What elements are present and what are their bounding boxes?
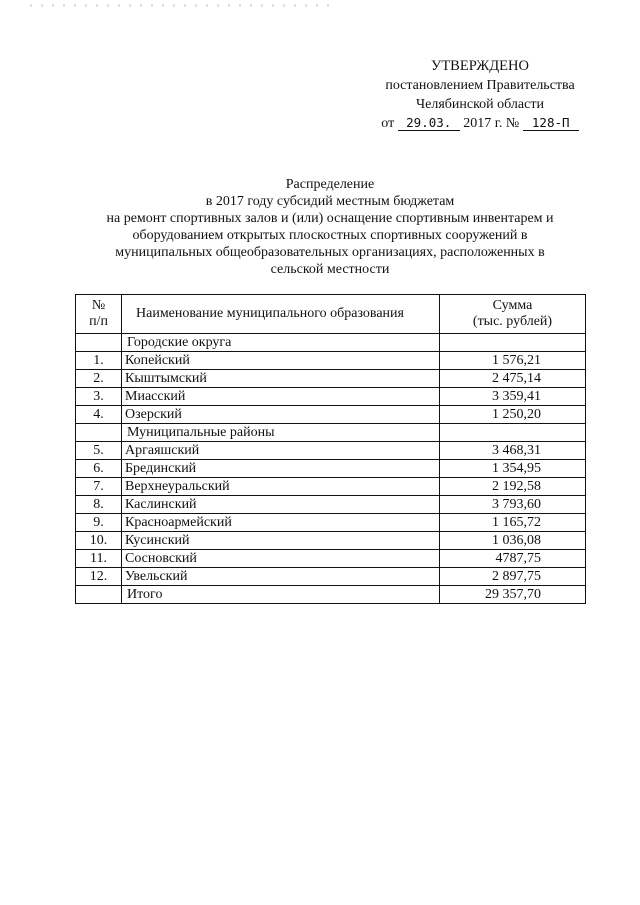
- header-num-label: п/п: [89, 314, 108, 329]
- group-label: Муниципальные районы: [122, 424, 440, 442]
- table-row: [76, 496, 586, 514]
- document-heading: [60, 176, 600, 278]
- table-row: [76, 568, 586, 586]
- decree-date: 29.03.: [398, 115, 460, 131]
- row-num: 4.: [76, 406, 122, 424]
- approval-line-1: постановлением Правительства: [385, 78, 575, 93]
- table-row: [76, 406, 586, 424]
- row-num: 12.: [76, 568, 122, 586]
- row-name: Кусинский: [122, 532, 440, 550]
- header-num: [76, 295, 122, 334]
- table-row: [76, 370, 586, 388]
- row-name: Кыштымский: [122, 370, 440, 388]
- group-label: Городские округа: [122, 334, 440, 352]
- heading-line-2: в 2017 году субсидий местным бюджетам: [205, 194, 455, 209]
- table-header-row: [76, 295, 586, 334]
- row-num: 9.: [76, 514, 122, 532]
- scan-noise: [30, 4, 330, 7]
- row-name: Миасский: [122, 388, 440, 406]
- header-sum: [440, 295, 586, 334]
- row-name: Аргаяшский: [122, 442, 440, 460]
- row-num: 3.: [76, 388, 122, 406]
- row-name: Красноармейский: [122, 514, 440, 532]
- table-row: [76, 478, 586, 496]
- group-num-cell: [76, 424, 122, 442]
- total-label: Итого: [122, 586, 440, 604]
- row-sum: 1 165,72: [440, 514, 586, 532]
- heading-line-4: оборудованием открытых плоскостных спортивных сооружений в: [132, 228, 528, 243]
- heading-line-6: сельской местности: [270, 262, 390, 277]
- row-name: Сосновский: [122, 550, 440, 568]
- row-name: Верхнеуральский: [122, 478, 440, 496]
- row-sum: 1 036,08: [440, 532, 586, 550]
- row-sum: 3 359,41: [440, 388, 586, 406]
- total-sum: 29 357,70: [440, 586, 586, 604]
- decree-prefix: от: [381, 116, 395, 131]
- heading-line-1: Распределение: [285, 177, 375, 192]
- row-sum: 2 192,58: [440, 478, 586, 496]
- row-num: 2.: [76, 370, 122, 388]
- row-name: Озерский: [122, 406, 440, 424]
- decree-number: 128-П: [523, 115, 579, 131]
- subsidy-table: [75, 294, 586, 604]
- row-sum: 2 475,14: [440, 370, 586, 388]
- decree-line: [360, 114, 600, 133]
- table-row: [76, 532, 586, 550]
- row-sum: 4787,75: [440, 550, 586, 568]
- group-num-cell: [76, 334, 122, 352]
- heading-line-5: муниципальных общеобразовательных организациях, расположенных в: [115, 245, 545, 260]
- total-row: [76, 586, 586, 604]
- approval-stamp: [360, 57, 600, 133]
- row-num: 8.: [76, 496, 122, 514]
- table-row: [76, 352, 586, 370]
- table-row: [76, 514, 586, 532]
- row-name: Брединский: [122, 460, 440, 478]
- row-name: Каслинский: [122, 496, 440, 514]
- row-sum: 3 793,60: [440, 496, 586, 514]
- group-row: [76, 334, 586, 352]
- table-row: [76, 388, 586, 406]
- row-name: Копейский: [122, 352, 440, 370]
- heading-line-3: на ремонт спортивных залов и (или) оснащение спортивным инвентарем и: [106, 211, 554, 226]
- row-sum: 1 354,95: [440, 460, 586, 478]
- group-sum-cell: [440, 424, 586, 442]
- table-row: [76, 442, 586, 460]
- header-name: Наименование муниципального образования: [122, 295, 440, 334]
- row-num: 7.: [76, 478, 122, 496]
- total-num-cell: [76, 586, 122, 604]
- table-row: [76, 460, 586, 478]
- header-sum-unit: (тыс. рублей): [472, 314, 553, 329]
- header-sum-label: Сумма: [492, 298, 533, 313]
- group-sum-cell: [440, 334, 586, 352]
- approval-line-2: Челябинской области: [416, 97, 544, 112]
- row-num: 5.: [76, 442, 122, 460]
- row-num: 10.: [76, 532, 122, 550]
- approval-title: УТВЕРЖДЕНО: [431, 58, 529, 74]
- row-num: 11.: [76, 550, 122, 568]
- row-sum: 1 250,20: [440, 406, 586, 424]
- subsidy-table-wrap: [75, 294, 585, 604]
- row-sum: 1 576,21: [440, 352, 586, 370]
- row-sum: 2 897,75: [440, 568, 586, 586]
- decree-year: 2017 г. №: [463, 116, 520, 131]
- group-row: [76, 424, 586, 442]
- row-num: 1.: [76, 352, 122, 370]
- row-name: Увельский: [122, 568, 440, 586]
- table-row: [76, 550, 586, 568]
- header-num-symbol: №: [91, 298, 106, 313]
- row-num: 6.: [76, 460, 122, 478]
- row-sum: 3 468,31: [440, 442, 586, 460]
